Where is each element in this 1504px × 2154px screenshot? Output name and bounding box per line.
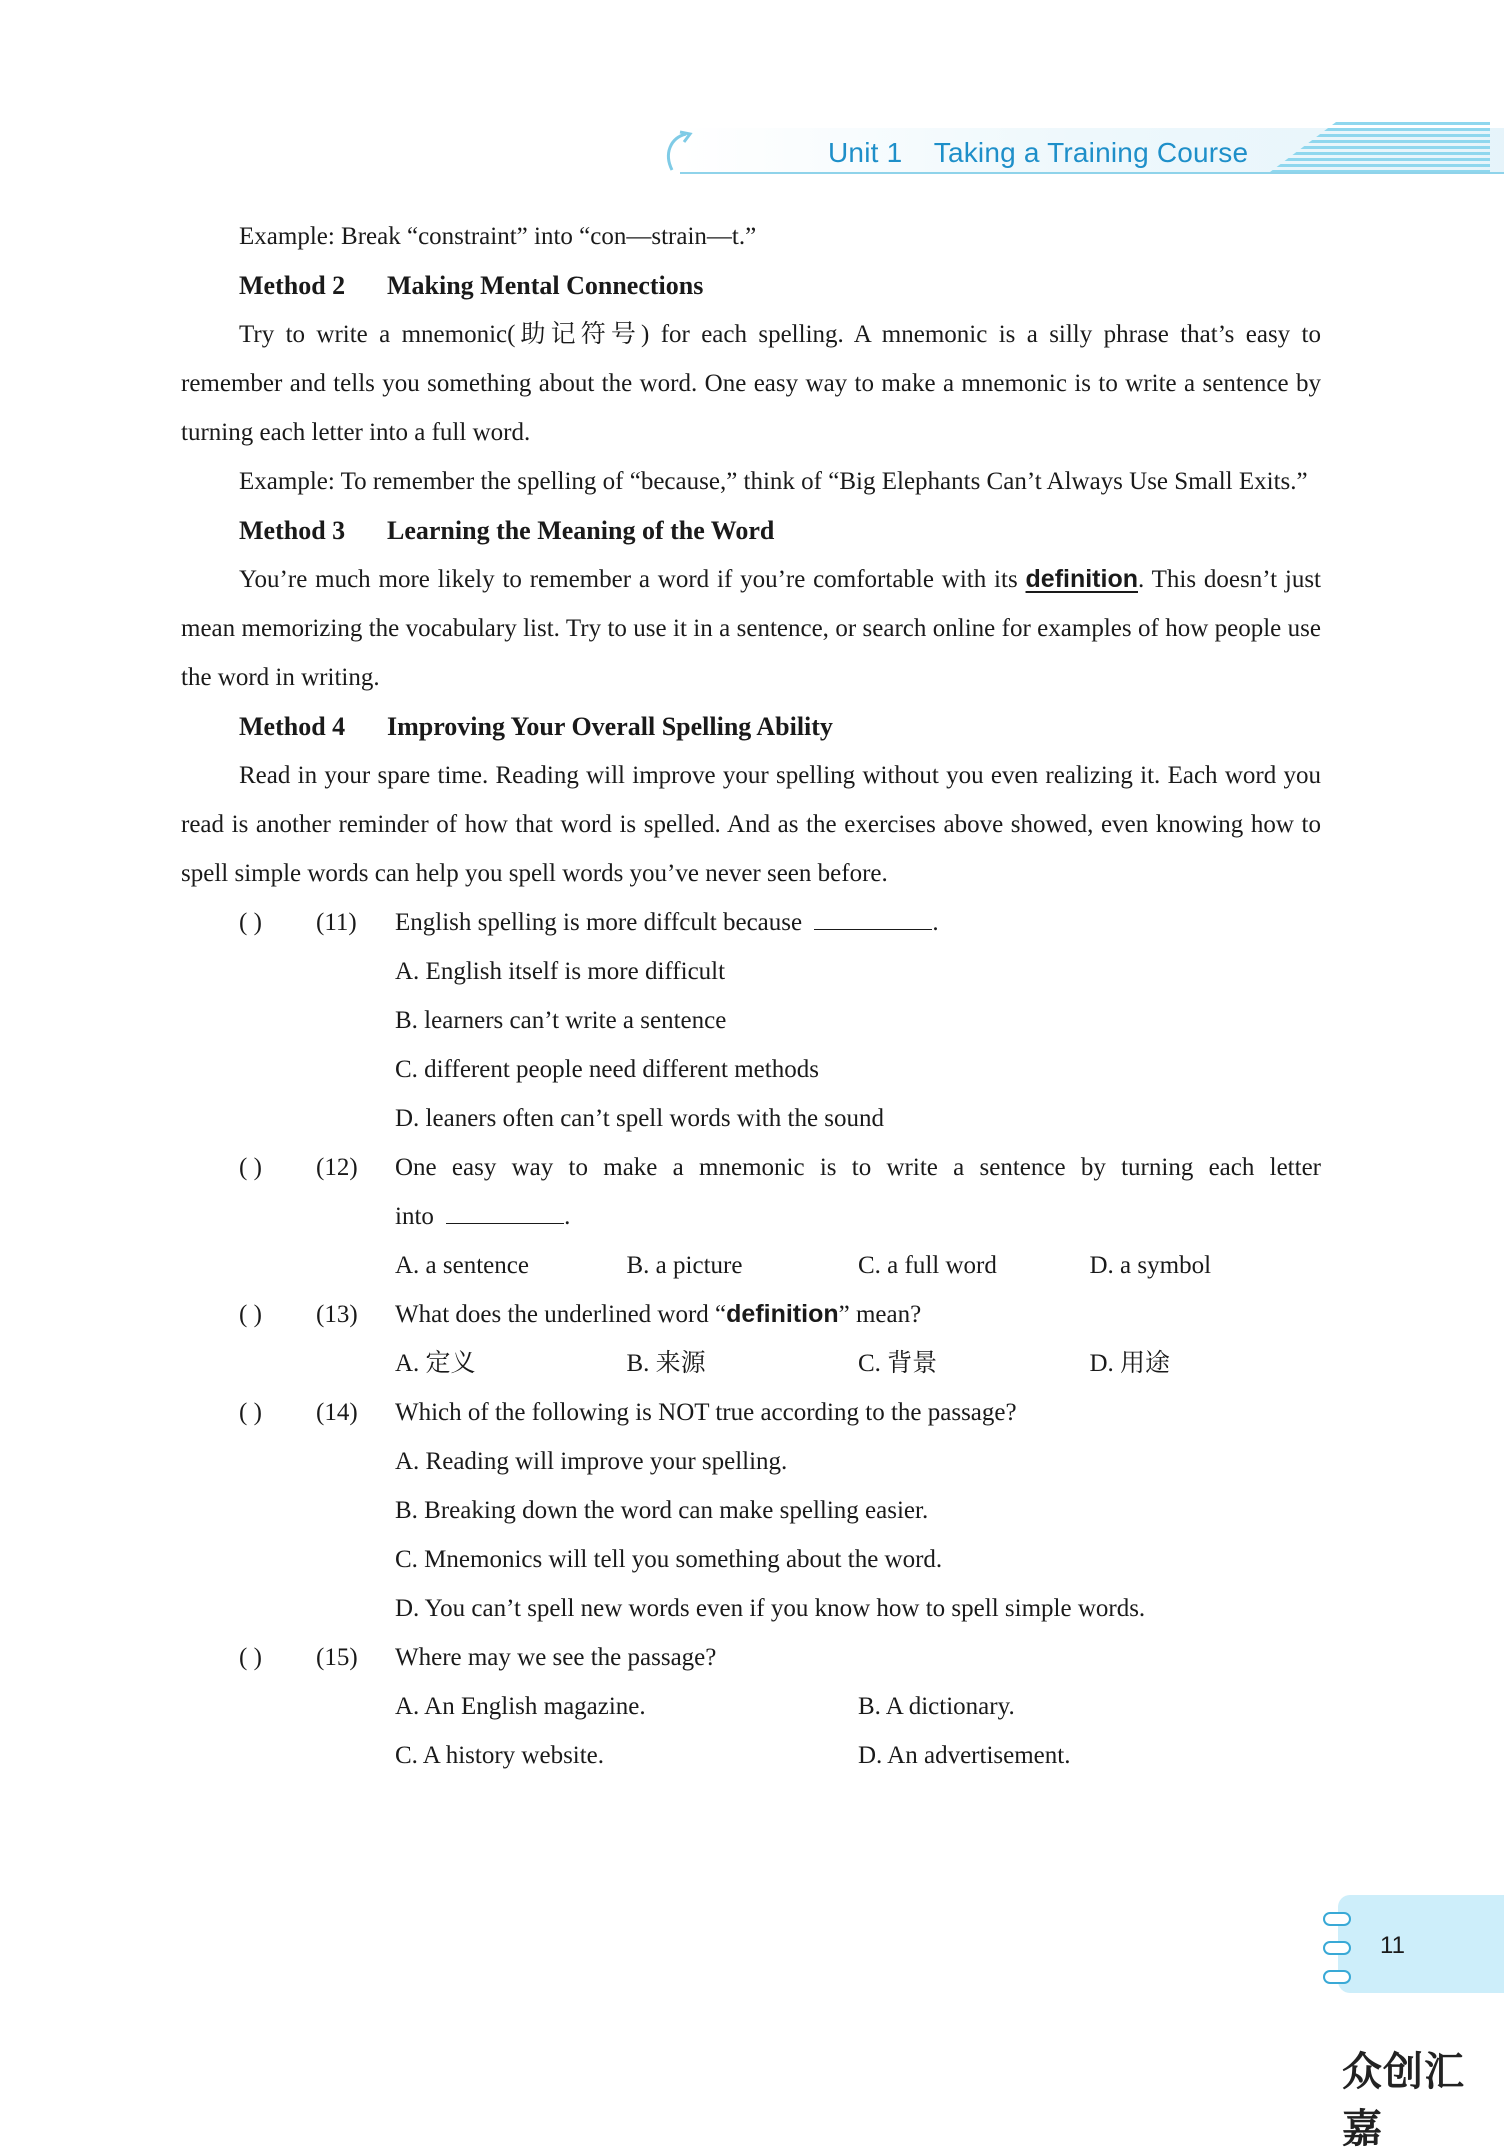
method-number: Method 4	[239, 712, 346, 741]
question-stem-cont: into	[395, 1203, 434, 1230]
method-heading	[181, 702, 1321, 751]
binder-rings-icon	[1320, 1905, 1356, 1995]
option: D. leaners often can’t spell words with the sound	[395, 1105, 885, 1132]
answer-blank[interactable]: ( )	[239, 1154, 262, 1181]
question-end: .	[932, 909, 939, 936]
paragraph: Read in your spare time. Reading will improve your spelling without you even realizing it. Each word you read is another reminder of how that word is spelled. And as the exercises above showed, even knowing how to spell simple words can help you spell words you’ve never seen before.	[181, 762, 1321, 887]
option: C. Mnemonics will tell you something about the word.	[395, 1546, 943, 1573]
question-text	[395, 1290, 1321, 1339]
passage-content	[181, 212, 1321, 1780]
option: A. English itself is more difficult	[395, 958, 726, 985]
option: C. different people need different methods	[395, 1056, 819, 1083]
question-text	[395, 898, 1321, 947]
option: D. 用途	[1089, 1350, 1171, 1377]
method-number: Method 3	[239, 516, 346, 545]
paragraph-text: You’re much more likely to remember a word if you’re comfortable with its	[239, 566, 1026, 593]
curved-arrow-icon	[660, 130, 696, 174]
question-number: (14)	[316, 1399, 358, 1426]
options-row	[181, 1241, 1321, 1290]
option: C. 背景	[858, 1350, 938, 1377]
answer-blank[interactable]: ( )	[239, 1301, 262, 1328]
fill-blank	[814, 903, 932, 930]
option: D. You can’t spell new words even if you know how to spell simple words.	[395, 1595, 1146, 1622]
watermark: 众创汇嘉	[1342, 2049, 1465, 2152]
answer-blank[interactable]: ( )	[239, 1644, 262, 1671]
options-row	[181, 1682, 1321, 1731]
option: D. a symbol	[1089, 1252, 1212, 1279]
options-row	[181, 1731, 1321, 1780]
question-number: (12)	[316, 1154, 358, 1181]
question-continuation	[181, 1192, 1321, 1241]
question-end: .	[564, 1203, 571, 1230]
method-heading	[181, 506, 1321, 555]
answer-blank[interactable]: ( )	[239, 1399, 262, 1426]
option: B. learners can’t write a sentence	[395, 1007, 727, 1034]
question-stem: English spelling is more diffcult because	[395, 909, 803, 936]
question-number: (11)	[316, 909, 357, 936]
option: A. 定义	[395, 1350, 476, 1377]
fill-blank	[446, 1197, 564, 1224]
question-14	[181, 1388, 1321, 1437]
paragraph-text: . This doesn’t just mean memorizing the vocabulary list. Try to use it in a sentence, or search online for examples of how people use the word in writing.	[181, 566, 1321, 691]
question-stem: One easy way to make a mnemonic is to write a sentence by turning each letter	[395, 1154, 1321, 1181]
example-text: Example: Break “constraint” into “con—strain—t.”	[239, 223, 757, 250]
method-title: Learning the Meaning of the Word	[387, 516, 775, 545]
option: B. A dictionary.	[858, 1693, 1015, 1720]
option: B. 来源	[626, 1350, 706, 1377]
page-number-tab	[1338, 1895, 1504, 1993]
question-15	[181, 1633, 1321, 1682]
question-number: (13)	[316, 1301, 358, 1328]
question-stem: Where may we see the passage?	[395, 1644, 717, 1671]
question-end: ” mean?	[838, 1301, 922, 1328]
option: B. Breaking down the word can make spelling easier.	[395, 1497, 929, 1524]
method-number: Method 2	[239, 271, 346, 300]
question-13	[181, 1290, 1321, 1339]
option: C. a full word	[858, 1252, 997, 1279]
answer-blank[interactable]: ( )	[239, 909, 262, 936]
option: C. A history website.	[395, 1742, 605, 1769]
method-heading	[181, 261, 1321, 310]
question-11	[181, 898, 1321, 947]
running-header	[660, 122, 1504, 176]
option: A. a sentence	[395, 1252, 529, 1279]
question-stem: What does the underlined word “	[395, 1301, 727, 1328]
unit-title: Unit 1 Taking a Training Course	[828, 137, 1249, 168]
page-number: 11	[1380, 1932, 1405, 1959]
method-title: Improving Your Overall Spelling Ability	[387, 712, 833, 741]
question-number: (15)	[316, 1644, 358, 1671]
question-12	[181, 1143, 1321, 1192]
underlined-word: definition	[1025, 565, 1138, 593]
option: B. a picture	[626, 1252, 743, 1279]
paragraph	[181, 555, 1321, 702]
paragraph: Try to write a mnemonic(助记符号) for each spelling. A mnemonic is a silly phrase that’s easy to remember and tells you something about the word. One easy way to make a mnemonic is to write a sentence by turning each letter into a full word.	[181, 321, 1321, 446]
question-keyword: definition	[726, 1300, 839, 1328]
option: A. Reading will improve your spelling.	[395, 1448, 788, 1475]
method-title: Making Mental Connections	[387, 271, 704, 300]
options-row	[181, 1339, 1321, 1388]
question-stem: Which of the following is NOT true according to the passage?	[395, 1399, 1017, 1426]
option: D. An advertisement.	[858, 1742, 1071, 1769]
example-text: Example: To remember the spelling of “because,” think of “Big Elephants Can’t Always Use Small Exits.”	[239, 468, 1308, 495]
option: A. An English magazine.	[395, 1693, 646, 1720]
